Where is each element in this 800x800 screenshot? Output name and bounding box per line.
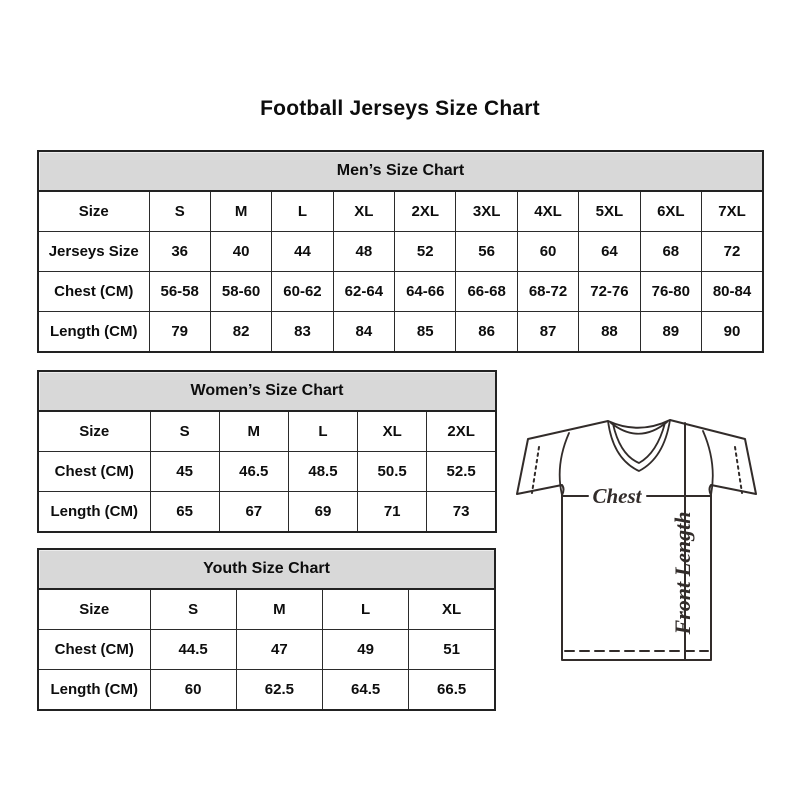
value-cell: M — [210, 191, 271, 232]
value-cell: 56-58 — [149, 272, 210, 312]
page-title: Football Jerseys Size Chart — [260, 97, 540, 120]
value-cell: 72 — [702, 232, 763, 272]
mens-size-chart-section — [37, 150, 764, 353]
value-cell: 5XL — [579, 191, 640, 232]
row-label-cell: Length (CM) — [38, 312, 149, 353]
value-cell: 50.5 — [358, 452, 427, 492]
value-cell: M — [219, 411, 288, 452]
value-cell: 52.5 — [427, 452, 496, 492]
value-cell: 48.5 — [288, 452, 357, 492]
table-row — [38, 191, 763, 232]
value-cell: 45 — [150, 452, 219, 492]
value-cell: 85 — [395, 312, 456, 353]
row-label-cell: Length (CM) — [38, 492, 150, 533]
row-label-cell: Chest (CM) — [38, 272, 149, 312]
value-cell: 40 — [210, 232, 271, 272]
front-length-label: Front Length — [670, 511, 695, 635]
value-cell: 83 — [272, 312, 333, 353]
jersey-measurement-diagram — [505, 403, 773, 665]
value-cell: 60 — [150, 670, 236, 711]
mens-size-table — [37, 150, 764, 353]
value-cell: XL — [333, 191, 394, 232]
table-row — [38, 670, 495, 711]
table-title: Women’s Size Chart — [38, 371, 496, 411]
value-cell: 56 — [456, 232, 517, 272]
table-row — [38, 630, 495, 670]
value-cell: 7XL — [702, 191, 763, 232]
row-label-cell: Chest (CM) — [38, 452, 150, 492]
row-label-cell: Size — [38, 191, 149, 232]
table-row — [38, 492, 496, 533]
row-label-cell: Size — [38, 411, 150, 452]
table-row — [38, 312, 763, 353]
value-cell: 2XL — [427, 411, 496, 452]
value-cell: 58-60 — [210, 272, 271, 312]
value-cell: 71 — [358, 492, 427, 533]
value-cell: 44.5 — [150, 630, 236, 670]
value-cell: 66-68 — [456, 272, 517, 312]
table-row — [38, 452, 496, 492]
value-cell: L — [288, 411, 357, 452]
value-cell: M — [236, 589, 322, 630]
value-cell: 47 — [236, 630, 322, 670]
value-cell: 86 — [456, 312, 517, 353]
value-cell: 64.5 — [323, 670, 409, 711]
value-cell: 2XL — [395, 191, 456, 232]
youth-size-chart-section — [37, 548, 496, 711]
row-label-cell: Size — [38, 589, 150, 630]
table-row — [38, 589, 495, 630]
value-cell: 90 — [702, 312, 763, 353]
value-cell: 6XL — [640, 191, 701, 232]
value-cell: 46.5 — [219, 452, 288, 492]
row-label-cell: Length (CM) — [38, 670, 150, 711]
table-row — [38, 411, 496, 452]
value-cell: 84 — [333, 312, 394, 353]
value-cell: 62-64 — [333, 272, 394, 312]
womens-size-chart-section — [37, 370, 497, 533]
value-cell: 36 — [149, 232, 210, 272]
value-cell: 52 — [395, 232, 456, 272]
value-cell: 88 — [579, 312, 640, 353]
value-cell: 65 — [150, 492, 219, 533]
value-cell: 87 — [517, 312, 578, 353]
value-cell: 80-84 — [702, 272, 763, 312]
value-cell: 73 — [427, 492, 496, 533]
value-cell: 72-76 — [579, 272, 640, 312]
value-cell: 68-72 — [517, 272, 578, 312]
table-row — [38, 272, 763, 312]
value-cell: 4XL — [517, 191, 578, 232]
value-cell: 79 — [149, 312, 210, 353]
value-cell: 62.5 — [236, 670, 322, 711]
value-cell: 48 — [333, 232, 394, 272]
value-cell: L — [323, 589, 409, 630]
value-cell: XL — [409, 589, 495, 630]
womens-size-table — [37, 370, 497, 533]
value-cell: XL — [358, 411, 427, 452]
value-cell: S — [150, 589, 236, 630]
value-cell: 76-80 — [640, 272, 701, 312]
table-title: Men’s Size Chart — [38, 151, 763, 191]
value-cell: 60-62 — [272, 272, 333, 312]
row-label-cell: Jerseys Size — [38, 232, 149, 272]
value-cell: 82 — [210, 312, 271, 353]
jersey-outline-icon — [517, 420, 756, 660]
table-title: Youth Size Chart — [38, 549, 495, 589]
chest-label: Chest — [592, 484, 642, 508]
value-cell: 44 — [272, 232, 333, 272]
value-cell: 89 — [640, 312, 701, 353]
value-cell: L — [272, 191, 333, 232]
value-cell: 64-66 — [395, 272, 456, 312]
value-cell: 66.5 — [409, 670, 495, 711]
value-cell: 64 — [579, 232, 640, 272]
value-cell: 51 — [409, 630, 495, 670]
value-cell: S — [150, 411, 219, 452]
table-row — [38, 232, 763, 272]
value-cell: 67 — [219, 492, 288, 533]
value-cell: 60 — [517, 232, 578, 272]
youth-size-table — [37, 548, 496, 711]
value-cell: 69 — [288, 492, 357, 533]
row-label-cell: Chest (CM) — [38, 630, 150, 670]
value-cell: 49 — [323, 630, 409, 670]
value-cell: 68 — [640, 232, 701, 272]
value-cell: S — [149, 191, 210, 232]
value-cell: 3XL — [456, 191, 517, 232]
